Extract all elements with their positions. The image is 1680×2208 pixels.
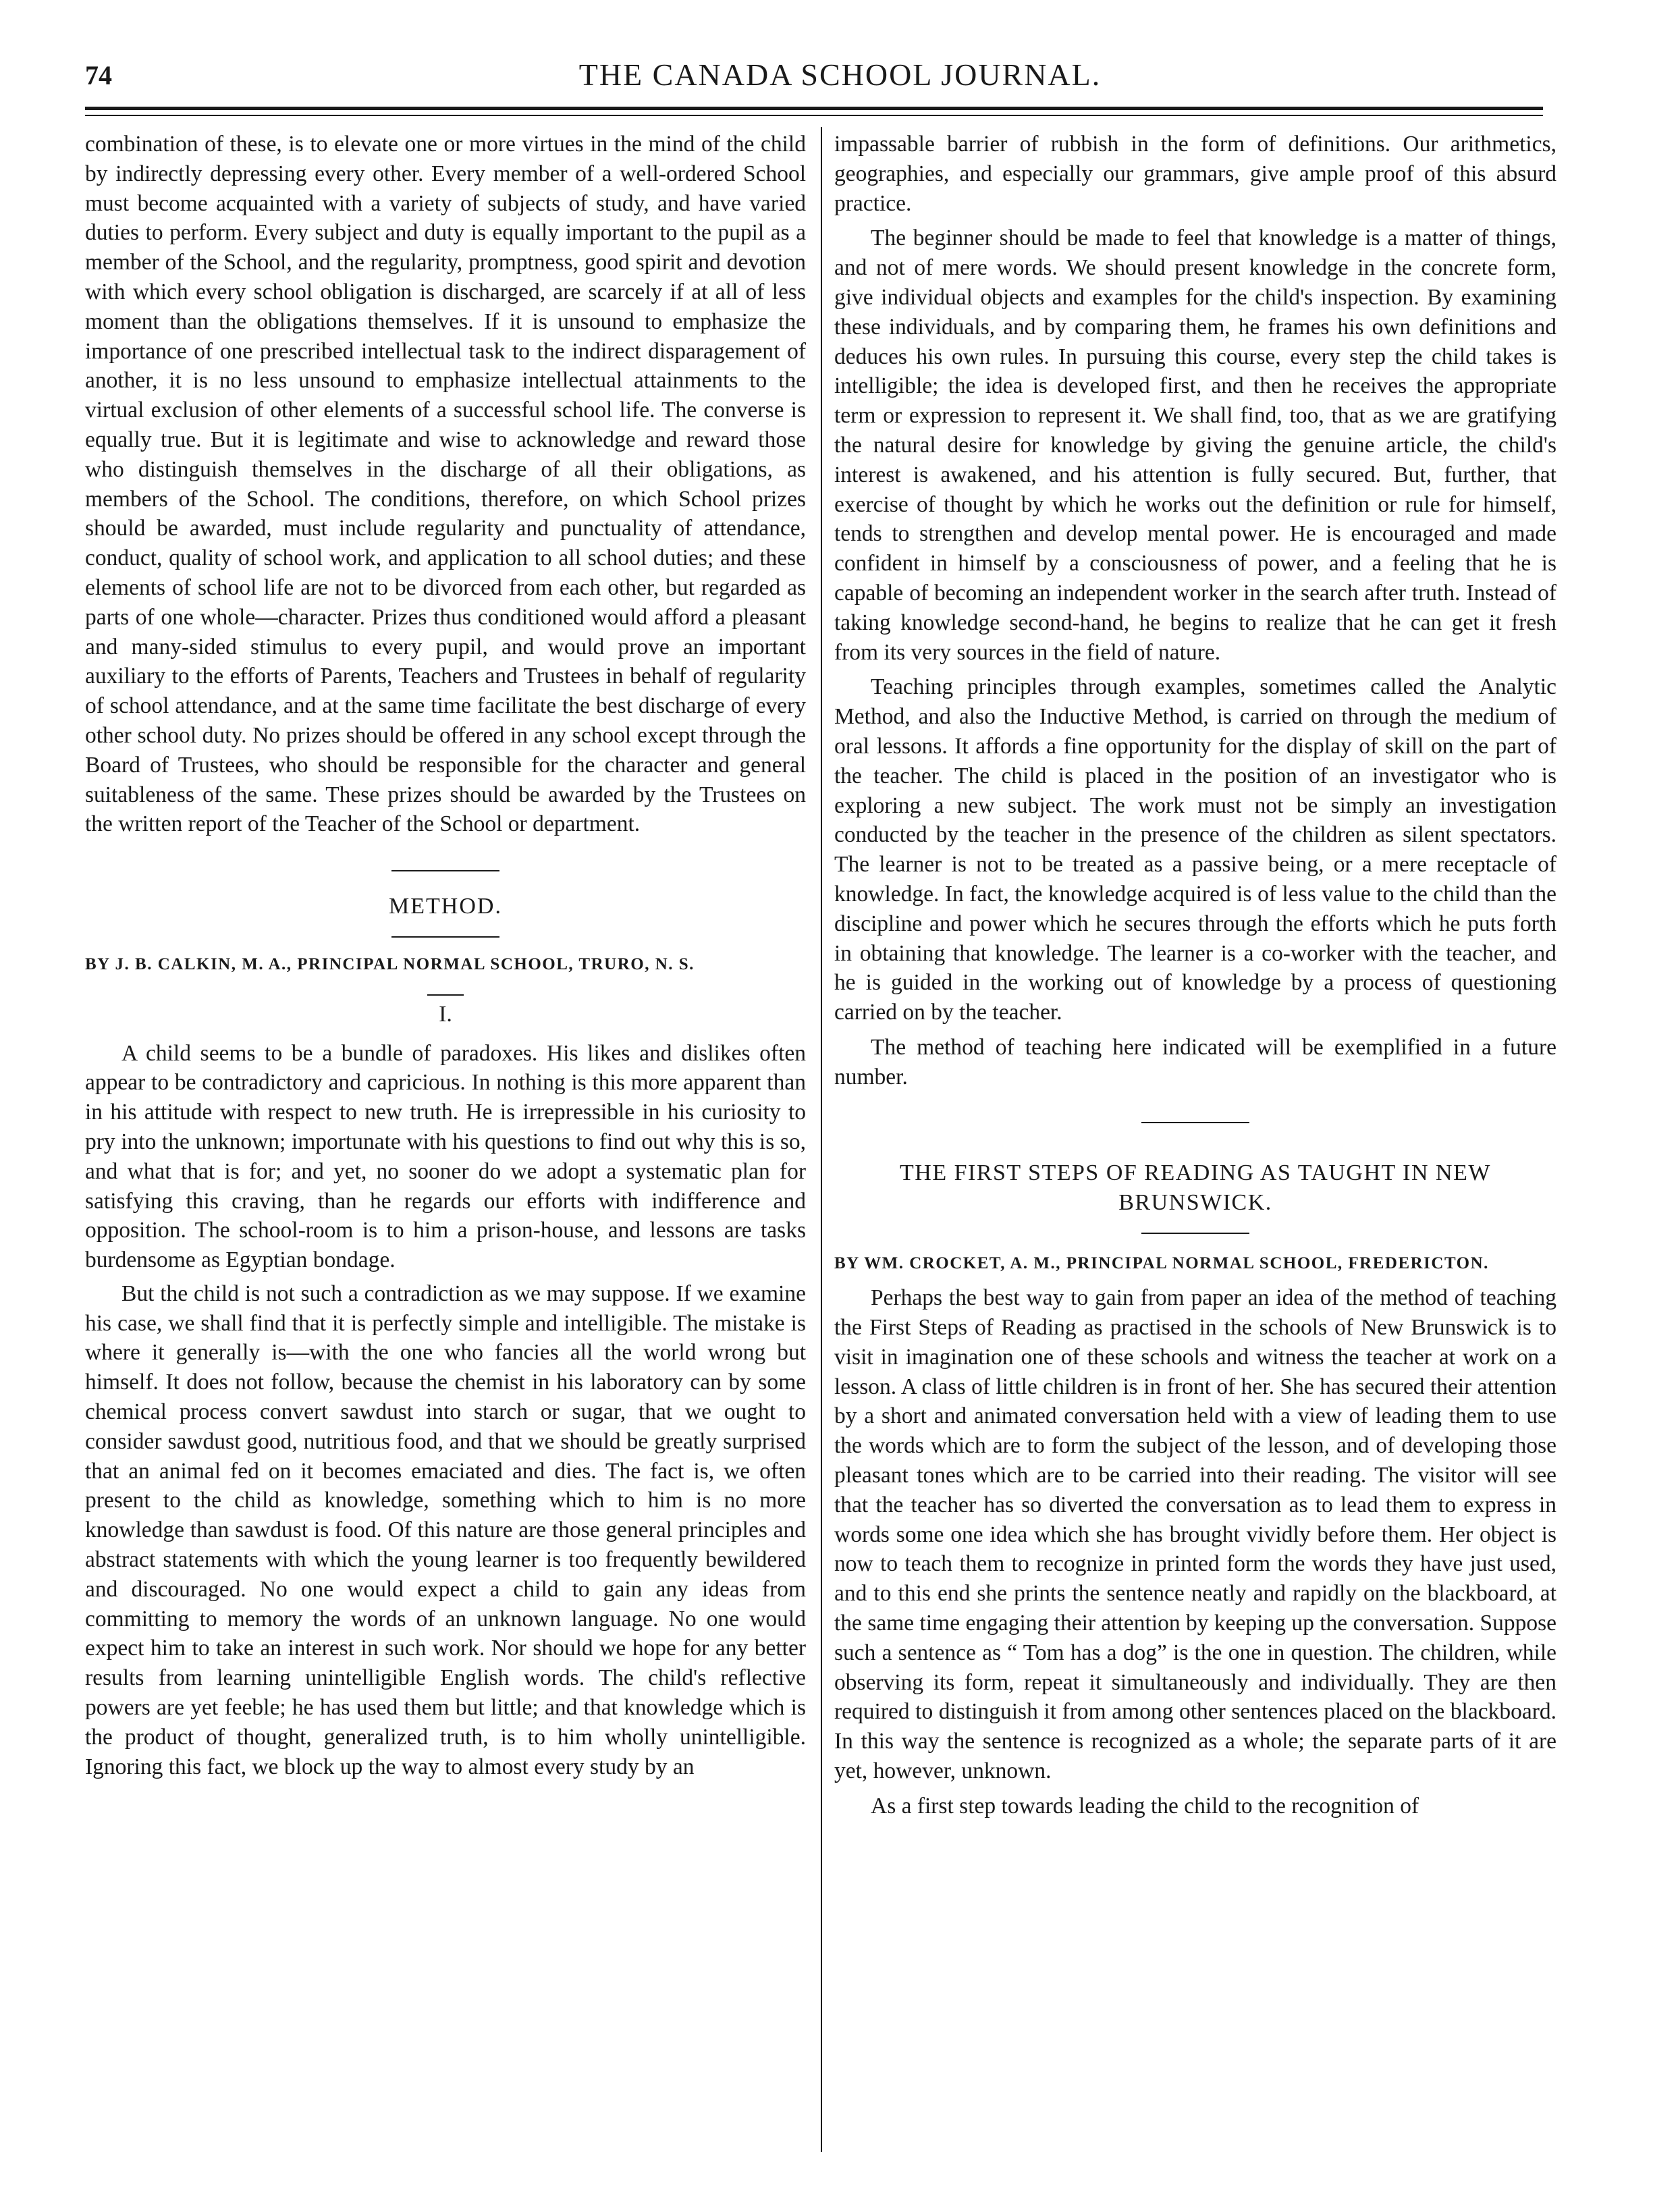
method-paragraph-3: The beginner should be made to feel that knowledge is a matter of things, and not of mere words. We should present knowledge in the concrete form, give individual objects and examples for the child's inspection. By examining these individuals, and by comparing them, he frames his own definitions and deduces his own rules. In pursuing this course, every step the child takes is intelligible; the idea is developed first, and then he receives the appropriate term or expression to represent it. We shall find, too, that as we are gratifying the natural desire for knowledge by giving the genuine article, the child's interest is awakened, and his attention is fully secured. But, further, that exercise of thought by which he works out the definition or rule for himself, tends to strengthen and develop mental power. He is encouraged and made confident in himself by a consciousness of power, and a feeling that he is capable of becoming an independent worker in the search after truth. Instead of taking knowledge second-hand, he begins to realize that he can get it fresh from its very sources in the field of nature.: [834, 225, 1556, 665]
continued-paragraph: combination of these, is to elevate one or more virtues in the mind of the child by indirectly depressing every other. Every member of a well-ordered School must become acquainted with a variety of subjects of study, and have varied duties to perform. Every subject and duty is equally important to the pupil as a member of the School, and the regularity, promptness, good spirit and devotion with which every school obligation is discharged, are scarcely if at all of less moment than the obligations themselves. If it is unsound to emphasize the importance of one prescribed intellectual task to the indirect disparagement of another, it is no less unsound to emphasize intellectual attainments to the virtual exclusion of other elements of a successful school life. The converse is equally true. But it is legitimate and wise to acknowledge and reward those who distinguish themselves in the discharge of all their obligations, as members of the School. The conditions, therefore, on which School prizes should be awarded, must include regularity and punctuality of attendance, conduct, quality of school work, and application to all school duties; and these elements of school life are not to be divorced from each other, but regarded as parts of one whole—character. Prizes thus conditioned would afford a pleasant and many-sided stimulus to every pupil, and would prove an important auxiliary to the efforts of Parents, Teachers and Trustees in behalf of regularity of school attendance, and at the same time facilitate the best discharge of every other school duty. No prizes should be offered in any school except through the Board of Trustees, who should be responsible for the character and general suitableness of the same. These prizes should be awarded by the Trustees on the written report of the Teacher of the School or department.: [85, 132, 806, 837]
article-title-first-steps: THE FIRST STEPS OF READING AS TAUGHT IN NEW BRUNSWICK.: [900, 1160, 1491, 1215]
page-number: 74: [85, 60, 112, 90]
method-paragraph-2: But the child is not such a contradiction as we may suppose. If we examine his case, we shall find that it is perfectly simple and intelligible. The mistake is where it generally is—with the one who fancies all the world wrong but himself. It does not follow, because the chemist in his laboratory can by some chemical process convert sawdust into starch or sugar, that we ought to consider sawdust good, nutritious food, and that we should be greatly surprised that an animal fed on it becomes emaciated and dies. The fact is, we often present to the child as knowledge, something which to him is no more knowledge than sawdust is food. Of this nature are those general principles and abstract statements with which the young learner is too frequently bewildered and discouraged. No one would expect a child to gain any ideas from committing to memory the words of an unknown language. No one would expect him to take an interest in such work. Nor should we hope for any better results from learning unintelligible English words. The child's reflective powers are yet feeble; he has used them but little; and that knowledge which is the product of thought, generalized truth, is to him wholly unintelligible. Ignoring this fact, we block up the way to almost every study by an: [85, 1281, 806, 1779]
reading-paragraph-1: Perhaps the best way to gain from paper an idea of the method of teaching the First Steps of Reading as practised in the schools of New Brunswick is to visit in imagination one of these schools and witness the teacher at work on a lesson. A class of little children is in front of her. She has secured their attention by a short and animated conversation held with a view of leading them to use the words which are to form the subject of the lesson, and of developing those pleasant tones which are to be carried into their reading. The visitor will see that the teacher has so diverted the conversation as to lead them to express in words some one idea which she has brought vividly before them. Her object is now to teach them to recognize in printed form the words they have just used, and to this end she prints the sentence neatly and rapidly on the blackboard, at the same time engaging their attention by keeping up the conversation. Suppose such a sentence as “ Tom has a dog” is the one in question. The children, while observing its form, repeat it simultaneously and individually. They are then required to distinguish it from among other sentences placed on the blackboard. In this way the sentence is recognized as a whole; the separate parts of it are yet, however, unknown.: [834, 1285, 1556, 1784]
method-paragraph-4: Teaching principles through examples, sometimes called the Analytic Method, and also the Inductive Method, is carried on through the medium of oral lessons. It affords a fine opportunity for the display of skill on the part of the teacher. The child is placed in the position of an investigator who is exploring a new subject. The work must not be simply an investigation conducted by the teacher in the presence of the children as silent spectators. The learner is not to be treated as a passive being, or a mere receptacle of knowledge. In fact, the knowledge acquired is of less value to the child than the discipline and power which he secures through the efforts which he puts forth in obtaining that knowledge. The learner is a co-worker with the teacher, and he is guided in the working out of knowledge by a process of questioning carried on by the teacher.: [834, 674, 1556, 1025]
method-paragraph-1: A child seems to be a bundle of paradoxes. His likes and dislikes often appear to be contradictory and capricious. In nothing is this more apparent than in his attitude with respect to new truth. He is irrepressible in his curiosity to pry into the unknown; importunate with his questions to find out why this is so, and what that is for; and yet, no sooner do we adopt a systematic plan for satisfying this craving, than he regards our efforts with indifference and opposition. The school-room is to him a prison-house, and lessons are tasks burdensome as Egyptian bondage.: [85, 1040, 806, 1273]
reading-paragraph-2: As a first step towards leading the child to the recognition of: [871, 1793, 1419, 1819]
section-number: I.: [439, 1001, 452, 1027]
running-head-title: THE CANADA SCHOOL JOURNAL.: [578, 57, 1102, 92]
article-title-method: METHOD.: [389, 894, 502, 919]
left-column: [85, 130, 806, 1781]
method-paragraph-5: The method of teaching here indicated will be exemplified in a future number.: [834, 1034, 1556, 1089]
right-column: [834, 130, 1556, 1821]
byline-calkin: BY J. B. CALKIN, M. A., PRINCIPAL NORMAL SCHOOL, TRURO, N. S.: [85, 954, 695, 973]
header-rule-thick: [85, 107, 1543, 110]
column-divider: [821, 127, 822, 2152]
byline-crocket: BY WM. CROCKET, A. M., PRINCIPAL NORMAL SCHOOL, FREDERICTON.: [834, 1254, 1489, 1272]
header-rule-thin: [85, 115, 1543, 116]
method-continued-paragraph: impassable barrier of rubbish in the form of definitions. Our arithmetics, geographies, and especially our grammars, give ample proof of this absurd practice.: [834, 132, 1556, 216]
